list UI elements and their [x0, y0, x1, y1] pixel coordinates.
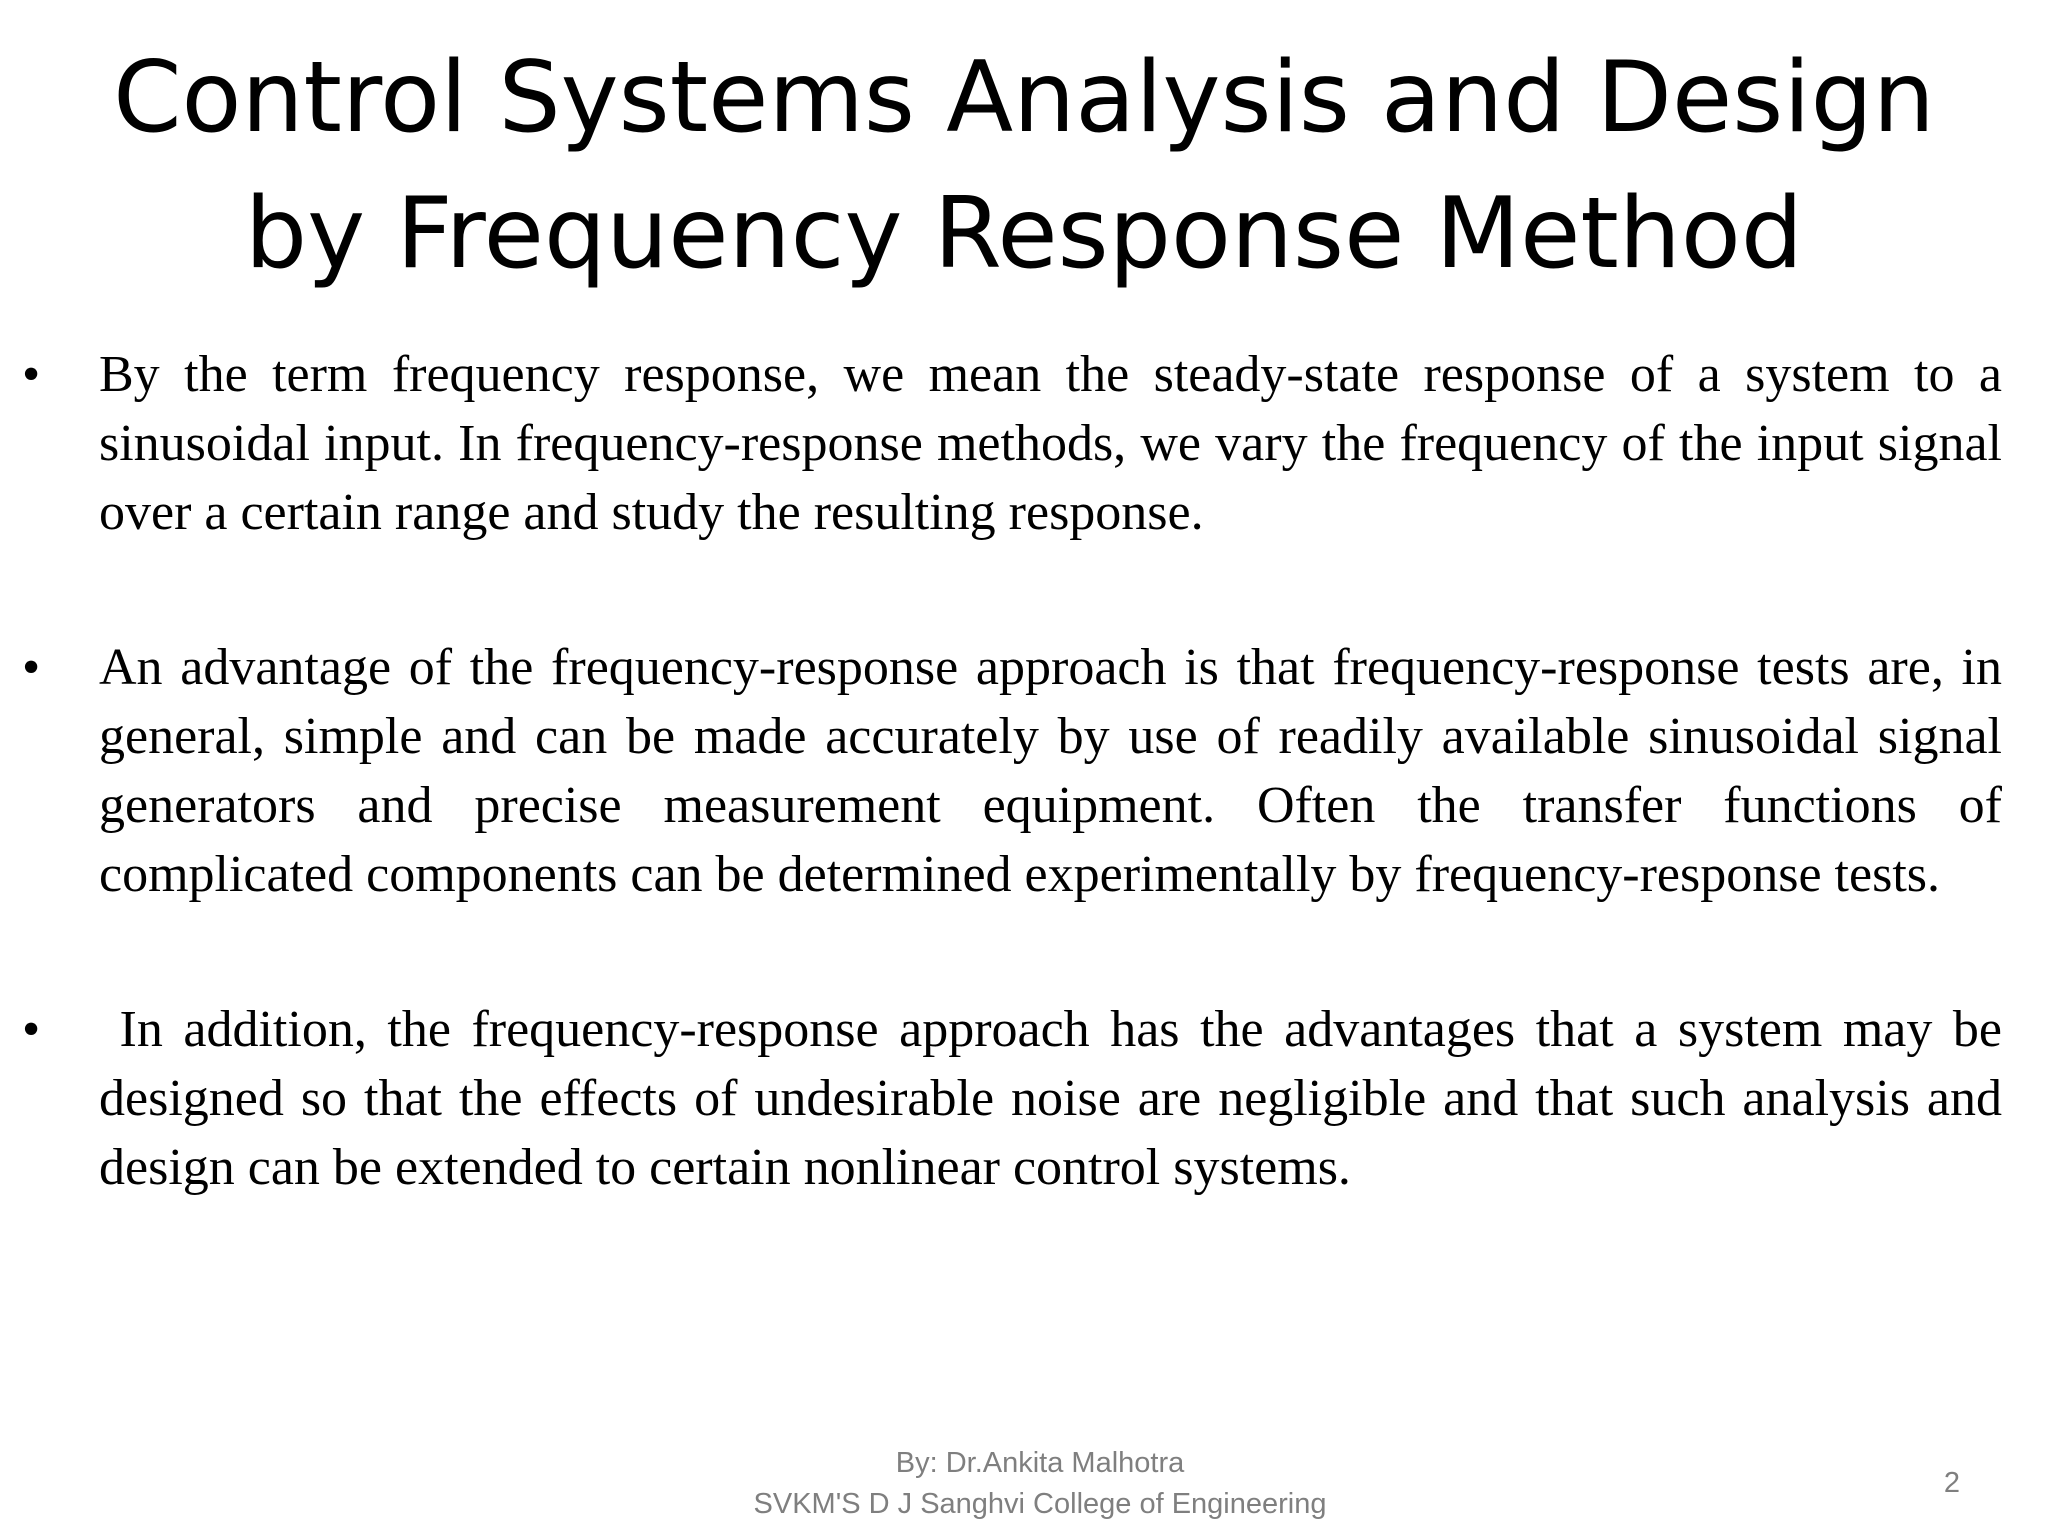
bullet-text-1: By the term frequency response, we mean the steady-state response of a system to a sinusoidal input. In frequency-response methods, we vary the frequency of the input signal over a certain range and study the resulting response. — [99, 346, 2002, 541]
bullet-item-1 — [22, 340, 2002, 547]
slide-footer — [640, 1443, 1440, 1525]
slide-body — [22, 340, 2015, 1202]
bullet-point-icon: • — [22, 1001, 41, 1058]
slide-title — [100, 30, 1948, 302]
bullet-point-icon: • — [22, 639, 41, 696]
footer-institution: SVKM'S D J Sanghvi College of Engineering — [753, 1488, 1327, 1520]
page-number: 2 — [1943, 1467, 1960, 1499]
bullet-text-2: An advantage of the frequency-response approach is that frequency-response tests are, in general, simple and can be made accurately by use of readily available sinusoidal signal generators and precise measurement equipment. Often the transfer functions of complicated components can be determined experimentally by frequency-response tests. — [99, 639, 2002, 903]
footer-author: By: Dr.Ankita Malhotra — [895, 1447, 1185, 1479]
bullet-item-3 — [22, 995, 2015, 1202]
slide-title-line-2: by Frequency Response Method — [244, 177, 1804, 291]
bullet-item-2 — [22, 633, 2002, 909]
bullet-text-3: In addition, the frequency-response approach has the advantages that a system may be designed so that the effects of undesirable noise are negligible and that such analysis and design can be extended to certain nonlinear control systems. — [99, 1001, 2015, 1196]
bullet-point-icon: • — [22, 346, 41, 403]
slide-title-line-1: Control Systems Analysis and Design — [113, 41, 1935, 155]
